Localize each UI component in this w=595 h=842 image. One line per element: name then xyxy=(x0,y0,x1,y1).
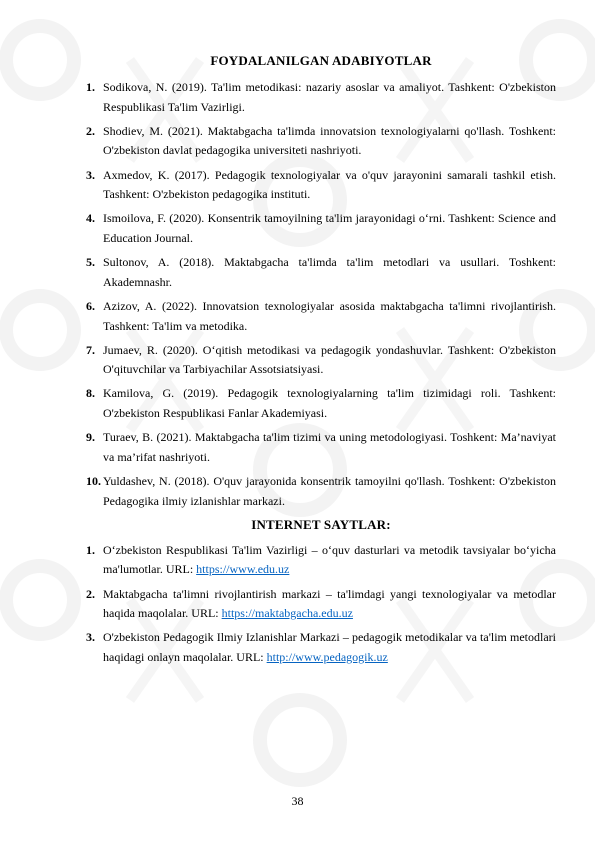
reference-item xyxy=(86,122,556,161)
item-number: 10. xyxy=(86,474,101,489)
item-number: 5. xyxy=(86,255,95,270)
item-text: Azizov, A. (2022). Innovatsion texnologiyalar asosida maktabgacha ta'limni rivojlantirish. Tashkent: Ta'lim va metodika. xyxy=(103,298,556,333)
item-number: 1. xyxy=(86,80,95,94)
item-text: Kamilova, G. (2019). Pedagogik texnologiyalarning ta'lim tizimidagi roli. Tashkent: O'zbekiston Respublikasi Fanlar Akademiyasi. xyxy=(103,386,556,421)
reference-item xyxy=(86,384,556,423)
reference-item xyxy=(86,78,556,117)
item-number: 2. xyxy=(86,123,95,138)
page-content xyxy=(86,52,556,672)
item-number: 2. xyxy=(86,586,95,601)
item-number: 3. xyxy=(86,167,95,182)
website-link[interactable]: http://www.pedagogik.uz xyxy=(266,649,388,664)
reference-item xyxy=(86,341,556,380)
reference-item xyxy=(86,166,556,205)
website-item xyxy=(86,585,556,624)
reference-item xyxy=(86,209,556,248)
reference-list xyxy=(86,78,556,511)
website-item xyxy=(86,541,556,580)
item-number: 1. xyxy=(86,542,95,557)
reference-item xyxy=(86,428,556,467)
item-number: 9. xyxy=(86,430,95,445)
item-number: 7. xyxy=(86,342,95,357)
website-list xyxy=(86,541,556,668)
item-text: Turaev, B. (2021). Maktabgacha ta'lim tizimi va uning metodologiyasi. Toshkent: Ma’naviyat va ma’rifat nashriyoti. xyxy=(103,430,556,464)
item-text: Maktabgacha ta'limni rivojlantirish markazi – ta'limdagi yangi texnologiyalar va metodlar haqida maqolalar. URL: xyxy=(103,586,556,621)
website-link[interactable]: https://maktabgacha.edu.uz xyxy=(221,606,353,621)
item-number: 4. xyxy=(86,211,95,226)
item-number: 8. xyxy=(86,386,95,401)
reference-item xyxy=(86,472,556,511)
item-number: 3. xyxy=(86,630,95,645)
internet-sites-heading: INTERNET SAYTLAR: xyxy=(251,516,391,532)
item-number: 6. xyxy=(86,298,95,313)
item-text: Sultonov, A. (2018). Maktabgacha ta'limda ta'lim metodlari va usullari. Toshkent: Akademnashr. xyxy=(103,255,556,289)
item-text: Yuldashev, N. (2018). O'quv jarayonida konsentrik tamoyilni qo'llash. Toshkent: O'zbekiston Pedagogika ilmiy izlanishlar markazi. xyxy=(103,474,556,508)
page-number: 38 xyxy=(291,794,304,808)
item-text: Jumaev, R. (2020). O‘qitish metodikasi va pedagogik yondashuvlar. Tashkent: O'zbekiston O'qituvchilar va Tarbiyachilar Assotsiatsiyasi. xyxy=(103,342,556,377)
reference-item xyxy=(86,253,556,292)
item-text: Ismoilova, F. (2020). Konsentrik tamoyilning ta'lim jarayonidagi o‘rni. Tashkent: Science and Education Journal. xyxy=(103,211,556,245)
website-link[interactable]: https://www.edu.uz xyxy=(196,562,290,577)
item-text: Axmedov, K. (2017). Pedagogik texnologiyalar va o'quv jarayonini samarali tashkil etish. Tashkent: O'zbekiston pedagogika instituti. xyxy=(103,167,556,202)
item-text: O'zbekiston Pedagogik Ilmiy Izlanishlar Markazi – pedagogik metodikalar va ta'lim metodlari haqidagi onlayn maqolalar. URL: xyxy=(103,630,556,664)
item-text: Shodiev, M. (2021). Maktabgacha ta'limda innovatsion texnologiyalarni qo'llash. Toshkent: O'zbekiston davlat pedagogika universiteti nashriyoti. xyxy=(103,123,556,158)
item-text: Sodikova, N. (2019). Ta'lim metodikasi: nazariy asoslar va amaliyot. Tashkent: O'zbekiston Respublikasi Ta'lim Vazirligi. xyxy=(103,80,556,114)
item-text: O‘zbekiston Respublikasi Ta'lim Vazirligi – o‘quv dasturlari va metodik tavsiyalar bo‘yicha ma'lumotlar. URL: xyxy=(103,542,556,577)
bibliography-heading: FOYDALANILGAN ADABIYOTLAR xyxy=(210,53,432,68)
reference-item xyxy=(86,297,556,336)
website-item xyxy=(86,628,556,667)
